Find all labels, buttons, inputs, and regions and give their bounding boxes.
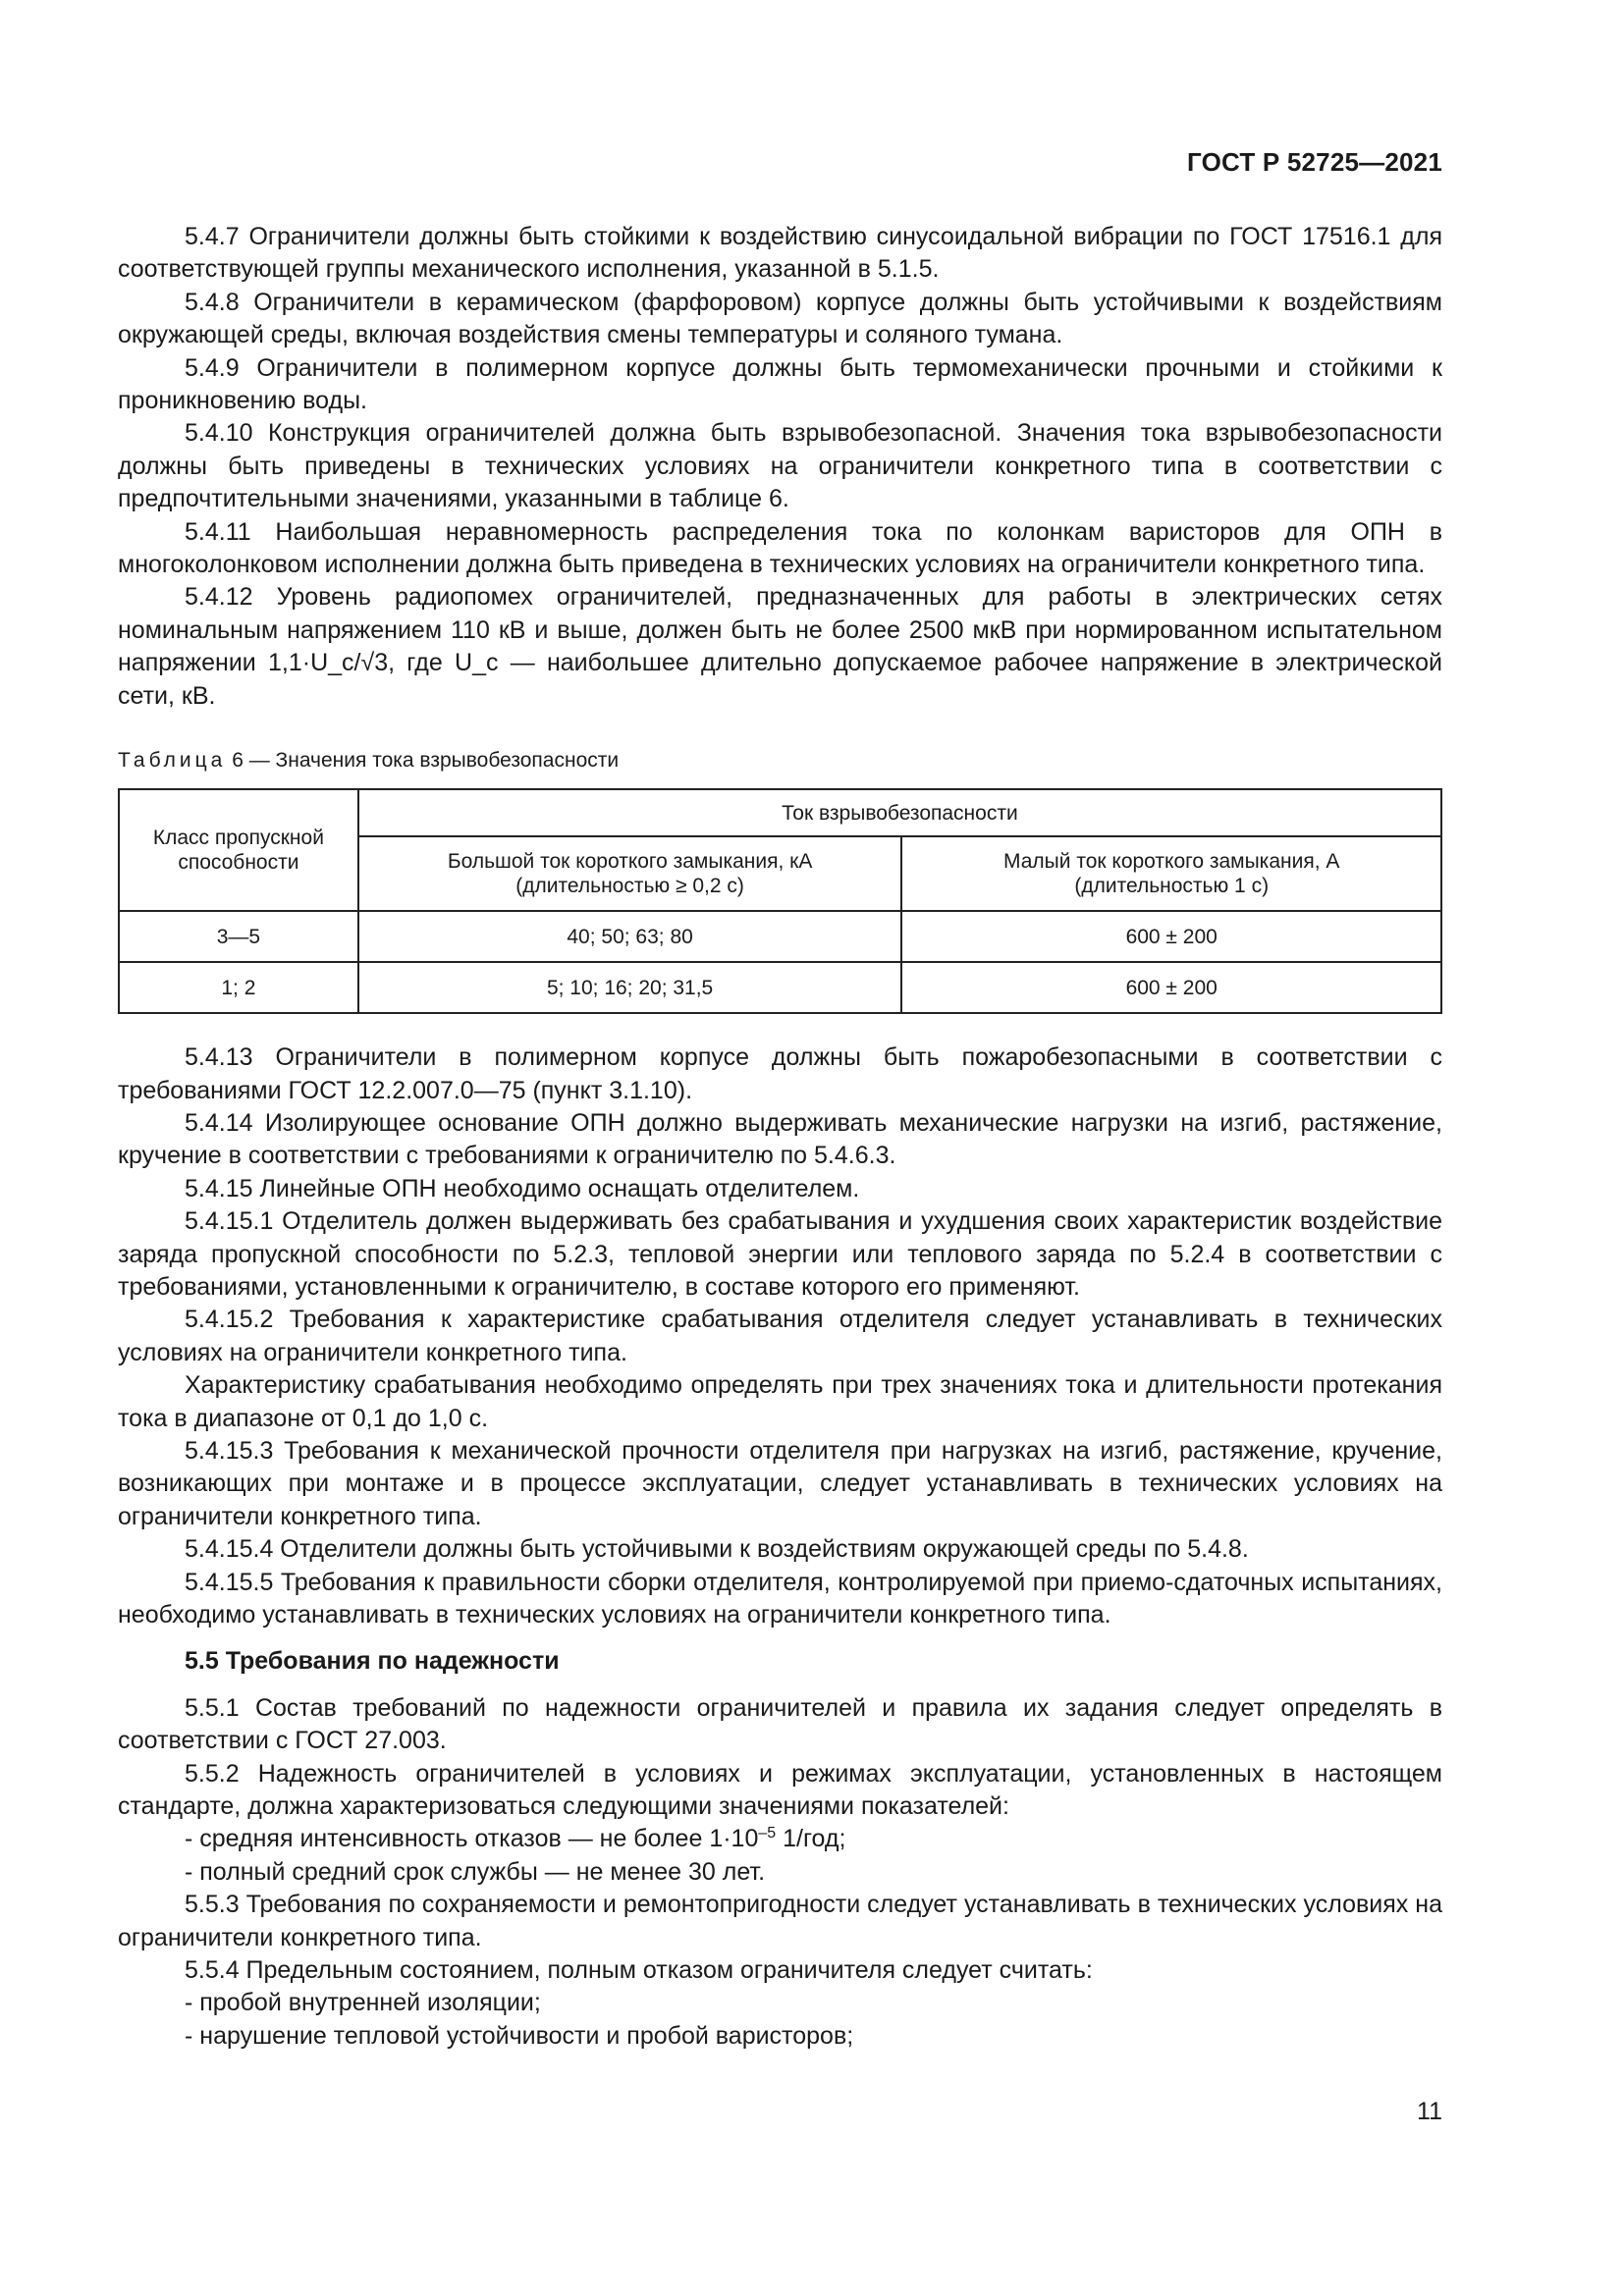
cell-class: 3—5 [119, 911, 358, 962]
clause-5-4-15-4: 5.4.15.4 Отделители должны быть устойчивыми к воздействиям окружающей среды по 5.4.8. [185, 1535, 1249, 1564]
header-small-line2: (длительностью 1 с) [1074, 875, 1270, 898]
table-caption-word: Таблица [118, 749, 227, 773]
intensity-text: - средняя интенсивность отказов — не более 1·10 [185, 1825, 759, 1853]
clause-5-4-11: 5.4.11 Наибольшая неравномерность распределения тока по колонкам варисторов для ОПН в многоколонковом исполнении должна быть приведена в технических условиях на ограничители конкретного типа. [118, 517, 1442, 579]
clause-5-4-8: 5.4.8 Ограничители в керамическом (фарфоровом) корпусе должны быть устойчивыми к воздействиям окружающей среды, включая воздействия смены температуры и соляного тумана. [118, 288, 1442, 349]
clause-5-4-7: 5.4.7 Ограничители должны быть стойкими к воздействию синусоидальной вибрации по ГОСТ 17516.1 для соответствующей группы механического исполнения, указанной в 5.1.5. [118, 223, 1442, 284]
header-big-current [358, 836, 902, 911]
clause-5-4-10: 5.4.10 Конструкция ограничителей должна быть взрывобезопасной. Значения тока взрывобезопасности должны быть приведены в технических условиях на ограничители конкретного типа в соответствии с предпочтительными значениями, указанными в таблице 6. [118, 419, 1442, 513]
table-row [119, 911, 1441, 962]
cell-small-current: 600 ± 200 [901, 911, 1441, 962]
intensity-unit: 1/год; [776, 1825, 846, 1853]
cell-small-current: 600 ± 200 [901, 962, 1441, 1013]
list-item-lifetime: - полный средний срок службы — не менее 30 лет. [185, 1857, 766, 1886]
intensity-exponent: –5 [758, 1825, 777, 1842]
table-caption [118, 747, 1442, 774]
page-number: 11 [1417, 2098, 1442, 2125]
clause-5-4-9: 5.4.9 Ограничители в полимерном корпусе должны быть термомеханически прочными и стойкими к проникновению воды. [118, 353, 1442, 415]
explosion-safety-table [118, 788, 1442, 1014]
clause-5-4-14: 5.4.14 Изолирующее основание ОПН должно выдерживать механические нагрузки на изгиб, растяжение, кручение в соответствии с требованиями к ограничителю по 5.4.6.3. [118, 1108, 1442, 1170]
clause-5-4-15-2: 5.4.15.2 Требования к характеристике срабатывания отделителя следует устанавливать в технических условиях на ограничители конкретного типа. [118, 1306, 1442, 1366]
header-current-group: Ток взрывобезопасности [358, 789, 1441, 836]
cell-big-current: 5; 10; 16; 20; 31,5 [358, 962, 902, 1013]
clause-5-5-2: 5.5.2 Надежность ограничителей в условиях и режимах эксплуатации, установленных в настоящем стандарте, должна характеризоваться следующими значениями показателей: [118, 1759, 1442, 1821]
table-row [119, 962, 1441, 1013]
cell-class: 1; 2 [119, 962, 358, 1013]
header-small-line1: Малый ток короткого замыкания, А [1003, 850, 1340, 874]
cell-big-current: 40; 50; 63; 80 [358, 911, 902, 962]
list-item-intensity [118, 1823, 1442, 1855]
clause-5-4-15-3: 5.4.15.3 Требования к механической прочности отделителя при нагрузках на изгиб, растяжение, кручение, возникающих при монтаже и в процессе эксплуатации, следует устанавливать в технических условиях на ограничители конкретного типа. [118, 1436, 1442, 1530]
clause-5-5-1: 5.5.1 Состав требований по надежности ограничителей и правила их задания следует определять в соответствии с ГОСТ 27.003. [118, 1693, 1442, 1755]
list-item-breakdown: - пробой внутренней изоляции; [185, 1989, 541, 2017]
header-class: Класс пропускной способности [119, 789, 358, 911]
header-big-line2: (длительностью ≥ 0,2 с) [515, 875, 744, 898]
clause-5-4-15-2-cont: Характеристику срабатывания необходимо определять при трех значениях тока и длительности протекания тока в диапазоне от 0,1 до 1,0 с. [118, 1371, 1442, 1432]
header-small-current [901, 836, 1441, 911]
table-caption-text: 6 — Значения тока взрывобезопасности [232, 749, 620, 773]
page-content [118, 221, 1442, 2053]
list-item-thermal: - нарушение тепловой устойчивости и пробой варисторов; [185, 2021, 854, 2050]
clause-5-5-4: 5.5.4 Предельным состоянием, полным отказом ограничителя следует считать: [185, 1956, 1093, 1985]
clause-5-4-15-1: 5.4.15.1 Отделитель должен выдерживать без срабатывания и ухудшения своих характеристик воздействие заряда пропускной способности по 5.2.3, тепловой энергии или теплового заряда по 5.2.4 в соответствии с требованиями, установленными к ограничителю, в составе которого его применяют. [118, 1207, 1442, 1301]
clause-5-5-3: 5.5.3 Требования по сохраняемости и ремонтопригодности следует устанавливать в технических условиях на ограничители конкретного типа. [118, 1891, 1442, 1951]
header-big-line1: Большой ток короткого замыкания, кА [447, 850, 813, 874]
standard-designation: ГОСТ Р 52725—2021 [1187, 147, 1442, 177]
clause-5-4-13: 5.4.13 Ограничители в полимерном корпусе должны быть пожаробезопасными в соответствии с требованиями ГОСТ 12.2.007.0—75 (пункт 3.1.10). [118, 1043, 1442, 1104]
section-title: 5.5 Требования по надежности [185, 1647, 560, 1676]
clause-5-4-15: 5.4.15 Линейные ОПН необходимо оснащать отделителем. [185, 1174, 860, 1202]
clause-5-4-12: 5.4.12 Уровень радиопомех ограничителей, предназначенных для работы в электрических сетях номинальным напряжением 110 кВ и выше, должен быть не более 2500 мкВ при нормированном испытательном напряжении 1,1·U_c/√3, где U_c — наибольшее длительно допускаемое рабочее напряжение в электрической сети, кВ. [118, 583, 1442, 710]
clause-5-4-15-5: 5.4.15.5 Требования к правильности сборки отделителя, контролируемой при приемо-сдаточных испытаниях, необходимо устанавливать в технических условиях на ограничители конкретного типа. [118, 1568, 1442, 1629]
